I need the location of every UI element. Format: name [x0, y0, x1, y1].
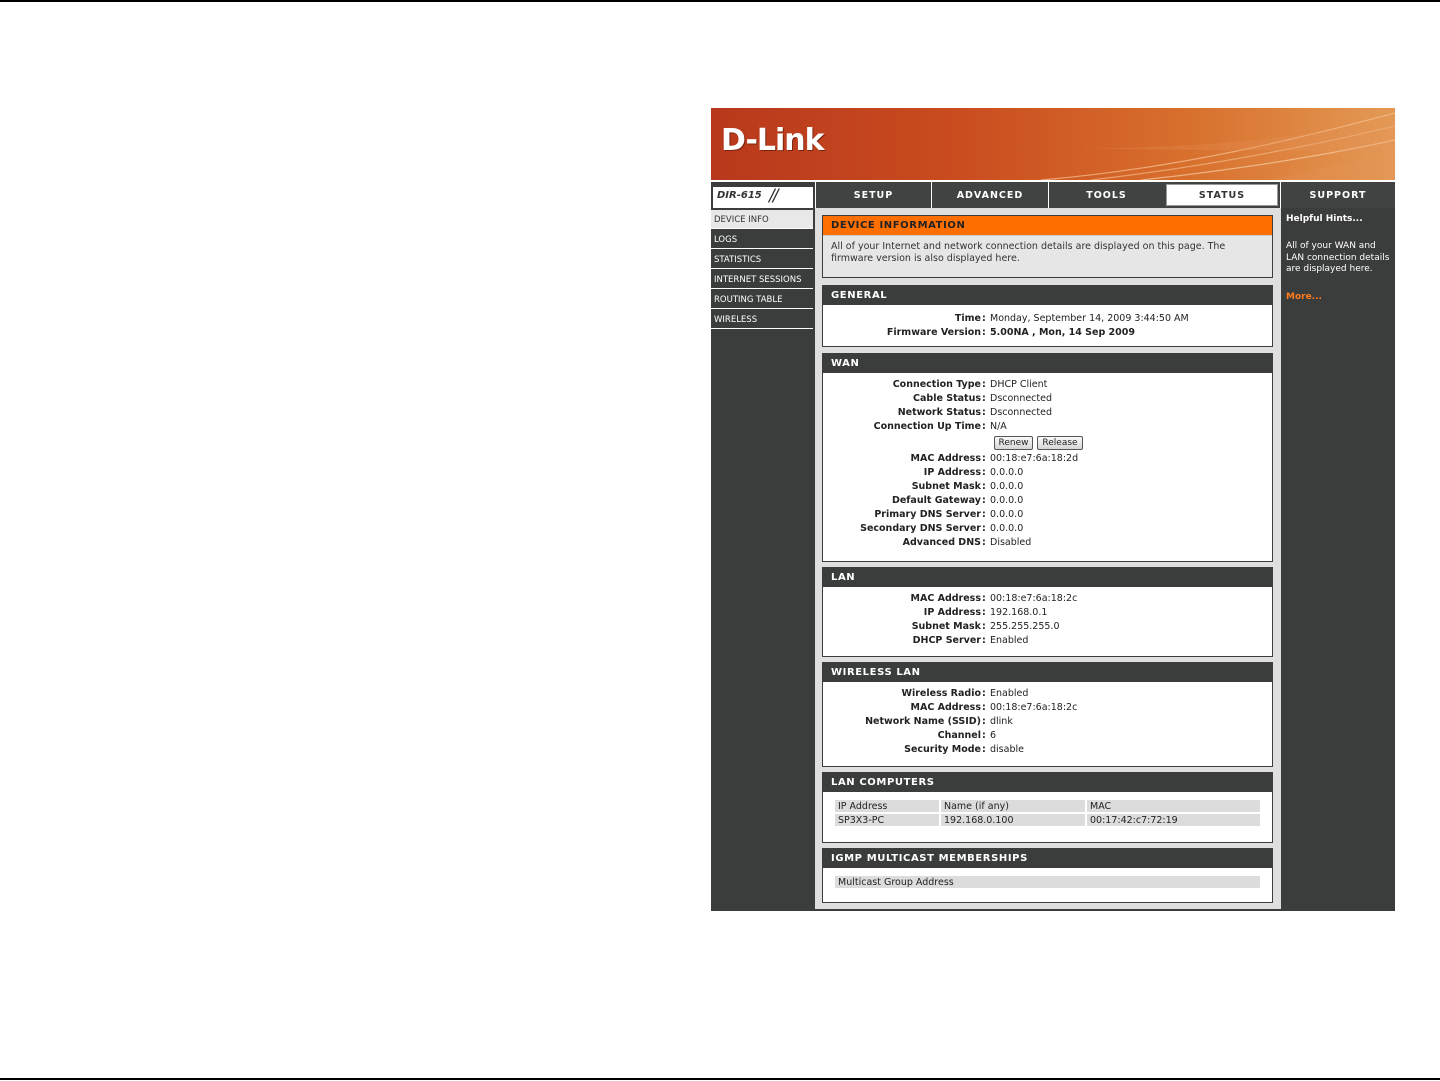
firmware-row: Firmware Version : 5.00NA , Mon, 14 Sep 2009 — [886, 327, 1135, 338]
wireless-field: MAC Address : 00:18:e7:6a:18:2c — [910, 702, 1078, 713]
panel-title: LAN — [823, 568, 1272, 587]
field-label: Advanced DNS — [902, 537, 981, 548]
wan-field: Connection Type : DHCP Client — [892, 379, 1048, 390]
wan-field: Advanced DNS : Disabled — [902, 537, 1032, 548]
field-value: Enabled — [990, 688, 1029, 699]
firmware-value: 5.00NA , Mon, 14 Sep 2009 — [990, 327, 1135, 338]
field-value: 0.0.0.0 — [990, 509, 1024, 520]
wan-field: Connection Up Time : N/A — [873, 421, 1007, 432]
table-header-row — [835, 800, 1260, 812]
field-value: dlink — [990, 716, 1013, 727]
column-header: MAC — [1087, 800, 1260, 812]
sidebar-item-internet-sessions[interactable]: INTERNET SESSIONS — [711, 270, 813, 289]
field-value: Dsconnected — [990, 407, 1053, 418]
wan-field: Secondary DNS Server : 0.0.0.0 — [860, 523, 1024, 534]
table-row — [835, 814, 1260, 826]
field-value: 00:18:e7:6a:18:2d — [990, 453, 1079, 464]
column-header: Name (if any) — [941, 800, 1085, 812]
wan-field: Cable Status : Dsconnected — [913, 393, 1053, 404]
igmp-panel — [822, 848, 1273, 903]
release-button[interactable]: Release — [1037, 436, 1083, 450]
panel-title: DEVICE INFORMATION — [823, 216, 1272, 235]
field-label: Subnet Mask — [911, 621, 981, 632]
wan-field: Subnet Mask : 0.0.0.0 — [911, 481, 1024, 492]
field-label: MAC Address — [910, 453, 981, 464]
top-divider — [0, 0, 1440, 2]
table-header-row — [835, 876, 1260, 888]
field-value: N/A — [990, 421, 1007, 432]
panel-title: WIRELESS LAN — [823, 663, 1272, 682]
more-link[interactable]: More... — [1286, 292, 1322, 302]
wan-panel — [822, 353, 1273, 562]
field-value: disable — [990, 744, 1024, 755]
field-label: Cable Status — [913, 393, 981, 404]
panel-title: WAN — [823, 354, 1272, 373]
field-label: Network Status — [897, 407, 981, 418]
field-value: 255.255.255.0 — [990, 621, 1060, 632]
field-value: 0.0.0.0 — [990, 481, 1024, 492]
panel-title: LAN COMPUTERS — [823, 773, 1272, 792]
field-value: Disabled — [990, 537, 1032, 548]
field-value: 0.0.0.0 — [990, 523, 1024, 534]
tab-status[interactable]: STATUS — [1164, 182, 1280, 208]
field-label: Firmware Version — [886, 327, 981, 338]
helpful-hints-panel — [1281, 208, 1395, 909]
field-value: 6 — [990, 730, 997, 741]
time-row: Time : Monday, September 14, 2009 3:44:50 AM — [954, 313, 1189, 324]
wireless-field: Security Mode : disable — [904, 744, 1024, 755]
column-header: IP Address — [835, 800, 939, 812]
field-value: 0.0.0.0 — [990, 467, 1024, 478]
panel-description: All of your Internet and network connection details are displayed on this page. The firmware version is also displayed here. — [823, 235, 1272, 277]
field-label: Subnet Mask — [911, 481, 981, 492]
banner — [711, 108, 1395, 180]
field-label: IP Address — [923, 467, 981, 478]
tab-advanced[interactable]: ADVANCED — [931, 182, 1048, 208]
table-cell: 192.168.0.100 — [941, 814, 1085, 826]
tab-support[interactable]: SUPPORT — [1280, 182, 1395, 208]
field-value: 00:18:e7:6a:18:2c — [990, 702, 1078, 713]
general-panel — [822, 285, 1273, 347]
sidebar-item-statistics[interactable]: STATISTICS — [711, 250, 813, 269]
sidebar-item-routing-table[interactable]: ROUTING TABLE — [711, 290, 813, 309]
field-label: MAC Address — [910, 593, 981, 604]
dlink-logo: D-Link — [721, 123, 824, 158]
wan-button-row — [823, 435, 1272, 453]
renew-button[interactable]: Renew — [994, 436, 1033, 450]
field-label: Time — [954, 313, 981, 324]
field-value: 0.0.0.0 — [990, 495, 1024, 506]
wan-field: MAC Address : 00:18:e7:6a:18:2d — [910, 453, 1079, 464]
top-nav — [711, 182, 1395, 208]
main-content — [815, 208, 1281, 909]
tab-setup[interactable]: SETUP — [815, 182, 931, 208]
sidebar-item-logs[interactable]: LOGS — [711, 230, 813, 249]
model-label — [713, 187, 813, 208]
model-name: DIR-615 — [717, 190, 762, 201]
lan-field: DHCP Server : Enabled — [912, 635, 1029, 646]
field-label: Wireless Radio — [901, 688, 981, 699]
panel-title: IGMP MULTICAST MEMBERSHIPS — [823, 849, 1272, 868]
field-label: Channel — [937, 730, 981, 741]
sidebar-item-device-info[interactable]: DEVICE INFO — [711, 210, 813, 229]
field-value: Enabled — [990, 635, 1029, 646]
device-information-panel — [822, 215, 1273, 278]
footer-rule — [711, 909, 1395, 911]
field-label: MAC Address — [910, 702, 981, 713]
wireless-lan-panel — [822, 662, 1273, 767]
wan-field: Network Status : Dsconnected — [897, 407, 1053, 418]
field-label: Secondary DNS Server — [860, 523, 981, 534]
lan-field: Subnet Mask : 255.255.255.0 — [911, 621, 1060, 632]
time-value: Monday, September 14, 2009 3:44:50 AM — [990, 313, 1189, 324]
table-cell: 00:17:42:c7:72:19 — [1087, 814, 1260, 826]
lan-panel — [822, 567, 1273, 657]
wireless-field: Channel : 6 — [937, 730, 997, 741]
tab-tools[interactable]: TOOLS — [1048, 182, 1164, 208]
field-label: IP Address — [923, 607, 981, 618]
field-label: Security Mode — [904, 744, 981, 755]
slash-decoration-icon: // — [769, 186, 777, 206]
bottom-divider — [0, 1078, 1440, 1080]
panel-title: GENERAL — [823, 286, 1272, 305]
sidebar — [711, 208, 815, 909]
lan-field: MAC Address : 00:18:e7:6a:18:2c — [910, 593, 1078, 604]
sidebar-item-wireless[interactable]: WIRELESS — [711, 310, 813, 329]
column-header: Multicast Group Address — [835, 876, 1260, 888]
field-value: 192.168.0.1 — [990, 607, 1048, 618]
wireless-field: Wireless Radio : Enabled — [901, 688, 1029, 699]
field-label: Connection Type — [892, 379, 981, 390]
lan-field: IP Address : 192.168.0.1 — [923, 607, 1048, 618]
lan-computers-panel — [822, 772, 1273, 843]
hints-text: All of your WAN and LAN connection details are displayed here. — [1286, 241, 1390, 274]
field-label: DHCP Server — [912, 635, 981, 646]
field-label: Connection Up Time — [873, 421, 981, 432]
wan-field: Default Gateway : 0.0.0.0 — [891, 495, 1024, 506]
field-value: 00:18:e7:6a:18:2c — [990, 593, 1078, 604]
hints-title: Helpful Hints... — [1286, 214, 1363, 224]
field-label: Default Gateway — [891, 495, 981, 506]
igmp-table — [833, 874, 1262, 890]
router-admin-page — [711, 108, 1395, 911]
wireless-field: Network Name (SSID) : dlink — [865, 716, 1013, 727]
field-value: Dsconnected — [990, 393, 1053, 404]
lan-computers-table — [833, 798, 1262, 828]
field-value: DHCP Client — [990, 379, 1048, 390]
field-label: Network Name (SSID) — [865, 716, 981, 727]
field-label: Primary DNS Server — [874, 509, 981, 520]
wan-field: IP Address : 0.0.0.0 — [923, 467, 1024, 478]
table-cell: SP3X3-PC — [835, 814, 939, 826]
wan-field: Primary DNS Server : 0.0.0.0 — [874, 509, 1024, 520]
